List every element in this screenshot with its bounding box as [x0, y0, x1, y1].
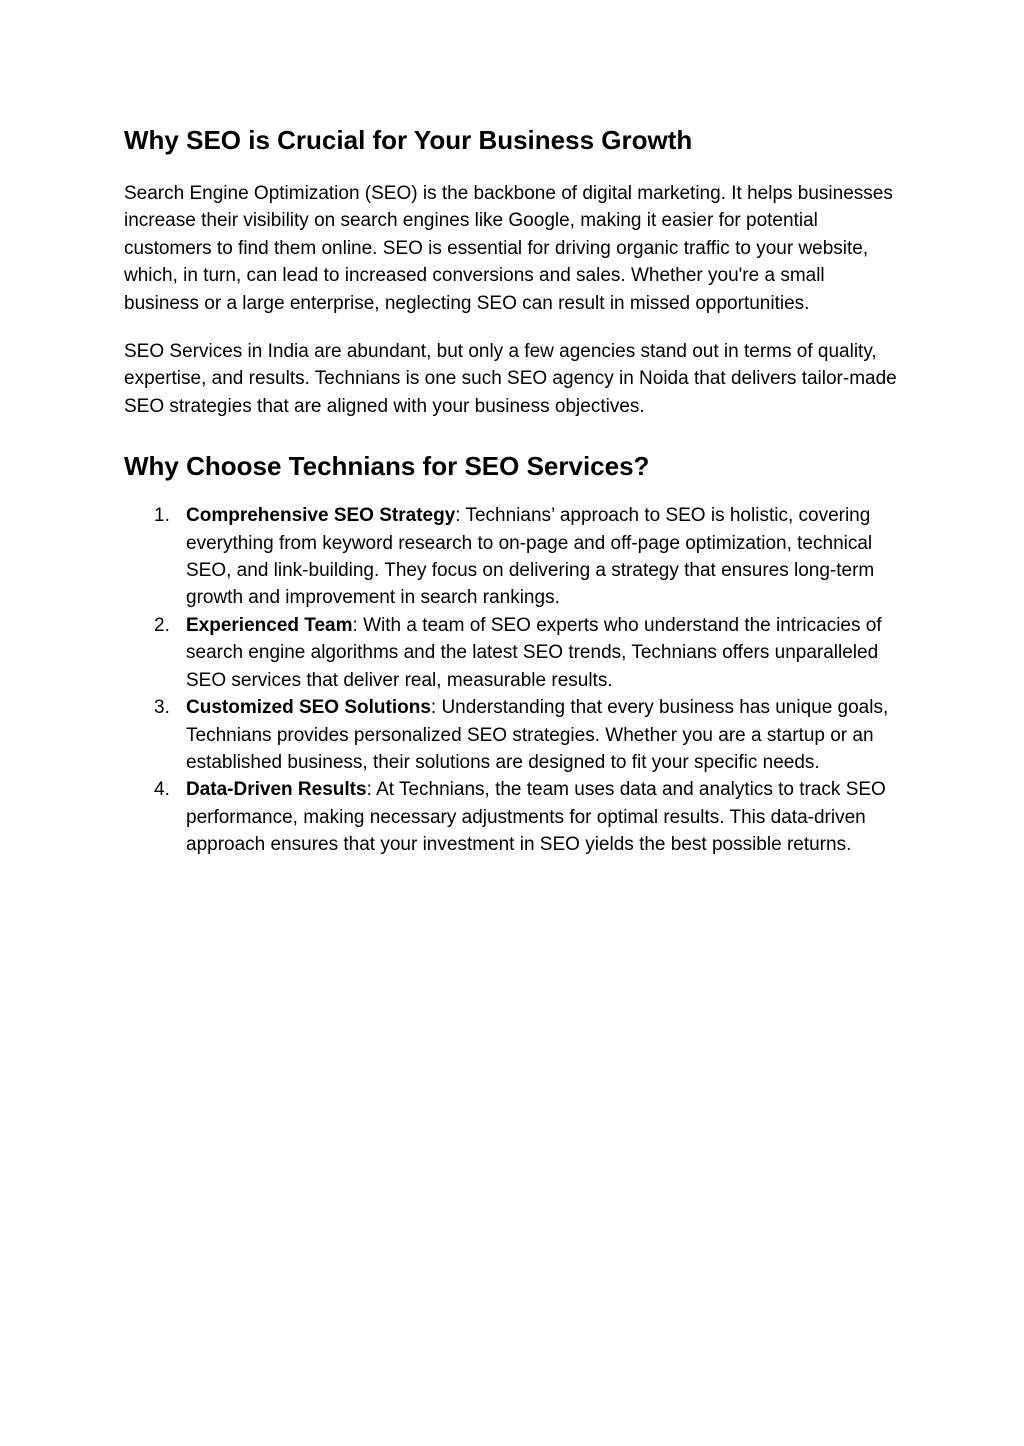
- list-item-number: 2.: [154, 614, 170, 636]
- list-item-number: 4.: [154, 779, 170, 801]
- document-page: [124, 120, 900, 859]
- list-item-number: 1.: [154, 505, 170, 527]
- heading-why-choose-technians: Why Choose Technians for SEO Services?: [124, 451, 650, 482]
- list-item-number: 3.: [154, 697, 170, 719]
- list-item-term: Comprehensive SEO Strategy: [186, 505, 456, 527]
- list-item: [124, 694, 900, 776]
- paragraph-seo-intro: Search Engine Optimization (SEO) is the backbone of digital marketing. It helps businesses increase their visibility on search engines like Google, making it easier for potential customers to find them online. SEO is essential for driving organic traffic to your website, which, in turn, can lead to increased conversions and sales. Whether you're a small business or a large enterprise, neglecting SEO can result in missed opportunities.: [124, 183, 893, 314]
- list-item-text: : Understanding that every business has unique goals, Technians provides personalized SEO strategies. Whether you are a startup or an established business, their solutions are designed to fit your specific needs.: [186, 697, 889, 773]
- list-item-term: Experienced Team: [186, 614, 353, 636]
- list-item-text: : At Technians, the team uses data and analytics to track SEO performance, making necessary adjustments for optimal results. This data-driven approach ensures that your investment in SEO yields the best possible returns.: [186, 779, 886, 856]
- list-item-term: Customized SEO Solutions: [186, 697, 431, 719]
- paragraph-seo-services-india: SEO Services in India are abundant, but only a few agencies stand out in terms of quality, expertise, and results. Technians is one such SEO agency in Noida that delivers tailor-made SEO strategies that are aligned with your business objectives.: [124, 341, 897, 417]
- reasons-list: [124, 502, 900, 858]
- list-item: [124, 502, 900, 612]
- list-item: [124, 612, 900, 694]
- list-item-text: : With a team of SEO experts who understand the intricacies of search engine algorithms and the latest SEO trends, Technians offers unparalleled SEO services that deliver real, measurable results.: [186, 614, 882, 691]
- list-item-text: : Technians’ approach to SEO is holistic, covering everything from keyword research to on-page and off-page optimization, technical SEO, and link-building. They focus on delivering a strategy that ensures long-term growth and improvement in search rankings.: [186, 505, 875, 609]
- heading-seo-crucial: Why SEO is Crucial for Your Business Growth: [124, 125, 693, 155]
- list-item: [124, 776, 900, 858]
- list-item-term: Data-Driven Results: [186, 779, 367, 801]
